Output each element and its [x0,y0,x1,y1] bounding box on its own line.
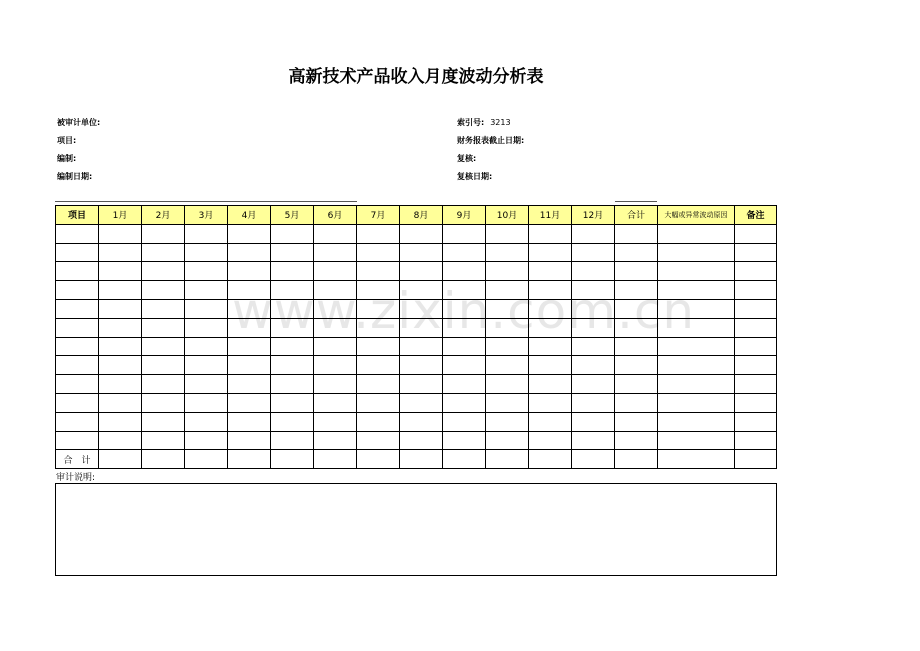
table-cell[interactable] [735,356,777,375]
table-cell[interactable] [735,224,777,243]
table-cell[interactable] [735,431,777,450]
table-cell[interactable] [142,299,185,318]
table-cell[interactable] [185,412,228,431]
table-cell[interactable] [443,393,486,412]
table-cell[interactable] [572,262,615,281]
table-cell[interactable] [529,450,572,469]
header-cell: 5月 [271,206,314,225]
table-cell[interactable] [615,262,658,281]
table-cell[interactable] [185,431,228,450]
table-cell[interactable] [658,243,735,262]
table-cell[interactable] [357,375,400,394]
table-cell[interactable] [658,375,735,394]
table-cell[interactable] [56,356,99,375]
table-cell[interactable] [735,393,777,412]
meta-left-field-1 [57,135,82,146]
table-cell[interactable] [99,450,142,469]
table-cell[interactable] [529,375,572,394]
table-cell[interactable] [735,243,777,262]
header-cell: 7月 [357,206,400,225]
table-cell[interactable] [271,356,314,375]
table-cell[interactable] [615,393,658,412]
table-cell[interactable] [735,337,777,356]
table-cell[interactable] [228,412,271,431]
table-cell[interactable] [99,318,142,337]
table-cell[interactable] [99,337,142,356]
table-cell[interactable] [357,450,400,469]
table-cell[interactable] [185,318,228,337]
table-cell[interactable] [142,375,185,394]
table-cell[interactable] [314,224,357,243]
table-cell[interactable] [443,450,486,469]
meta-right-field-1 [457,135,530,146]
table-cell[interactable] [271,224,314,243]
header-cell: 4月 [228,206,271,225]
table-cell[interactable] [314,393,357,412]
meta-right-field-0 [457,117,511,128]
table-cell[interactable] [735,450,777,469]
table-cell[interactable] [99,375,142,394]
table-row [56,262,777,281]
table-cell[interactable] [228,450,271,469]
table-cell[interactable] [658,262,735,281]
table-cell[interactable] [572,412,615,431]
table-cell[interactable] [56,262,99,281]
table-cell[interactable] [185,281,228,300]
table-cell[interactable] [357,431,400,450]
table-cell[interactable] [529,224,572,243]
table-cell[interactable] [615,224,658,243]
table-cell[interactable] [142,412,185,431]
table-cell[interactable] [615,375,658,394]
table-cell[interactable] [185,224,228,243]
table-cell[interactable] [99,356,142,375]
table-cell[interactable] [357,224,400,243]
table-cell[interactable] [529,243,572,262]
watermark: www.zixin.com.cn [232,282,696,340]
header-cell: 9月 [443,206,486,225]
table-cell[interactable] [735,318,777,337]
header-cell: 大幅或异常波动原因 [658,206,735,225]
table-cell[interactable] [658,450,735,469]
table-cell[interactable] [400,450,443,469]
table-cell[interactable] [142,281,185,300]
table-cell[interactable] [486,262,529,281]
meta-left-field-2 [57,153,82,164]
table-cell[interactable] [228,243,271,262]
table-cell[interactable] [357,393,400,412]
table-cell[interactable] [443,375,486,394]
table-cell[interactable] [572,243,615,262]
table-cell[interactable] [314,450,357,469]
table-cell[interactable] [486,450,529,469]
table-cell[interactable] [314,431,357,450]
table-cell[interactable] [185,375,228,394]
table-cell[interactable] [658,224,735,243]
table-cell[interactable] [658,431,735,450]
table-cell[interactable] [486,224,529,243]
table-cell[interactable] [185,337,228,356]
table-row [56,243,777,262]
table-cell[interactable] [357,356,400,375]
table-cell[interactable] [735,299,777,318]
table-cell[interactable] [56,318,99,337]
header-cell: 2月 [142,206,185,225]
meta-left-label: 项目: [57,136,77,145]
table-cell[interactable] [615,243,658,262]
table-cell[interactable] [572,356,615,375]
table-cell[interactable] [572,224,615,243]
table-cell[interactable] [572,393,615,412]
header-cell: 备注 [735,206,777,225]
header-cell: 1月 [99,206,142,225]
table-cell[interactable] [142,393,185,412]
table-cell[interactable] [314,356,357,375]
table-cell[interactable] [658,393,735,412]
meta-right-label: 财务报表截止日期: [457,136,525,145]
table-cell[interactable] [56,243,99,262]
table-cell[interactable] [142,356,185,375]
table-row [56,431,777,450]
table-cell[interactable] [56,281,99,300]
table-cell[interactable] [400,224,443,243]
top-rule [55,201,357,202]
table-cell[interactable] [99,243,142,262]
table-cell[interactable] [185,262,228,281]
table-cell[interactable] [400,262,443,281]
table-cell[interactable] [572,375,615,394]
table-cell[interactable] [615,431,658,450]
table-cell[interactable] [99,431,142,450]
table-cell[interactable] [142,450,185,469]
table-cell[interactable] [443,262,486,281]
table-cell[interactable] [735,281,777,300]
table-cell[interactable] [400,393,443,412]
header-cell: 10月 [486,206,529,225]
table-cell[interactable] [486,431,529,450]
meta-right-value: 3213 [490,118,511,127]
table-cell[interactable] [443,243,486,262]
table-cell[interactable] [357,243,400,262]
table-cell[interactable] [99,262,142,281]
total-row [56,450,777,469]
meta-right-label: 索引号: [457,118,485,127]
table-cell[interactable] [56,412,99,431]
table-cell[interactable] [314,243,357,262]
table-cell[interactable] [529,356,572,375]
table-cell[interactable] [529,393,572,412]
table-cell[interactable] [99,299,142,318]
table-row [56,375,777,394]
table-cell[interactable] [400,243,443,262]
meta-left-label: 编制日期: [57,172,93,181]
table-cell[interactable] [185,393,228,412]
table-cell[interactable] [142,431,185,450]
table-cell[interactable] [314,262,357,281]
table-cell[interactable] [443,356,486,375]
table-cell[interactable] [529,431,572,450]
table-cell[interactable] [185,299,228,318]
table-cell[interactable] [228,356,271,375]
table-cell[interactable] [56,337,99,356]
audit-explanation-box[interactable] [55,483,777,576]
table-cell[interactable] [658,412,735,431]
table-cell[interactable] [443,224,486,243]
table-cell[interactable] [271,243,314,262]
table-cell[interactable] [400,356,443,375]
table-cell[interactable] [142,262,185,281]
table-cell[interactable] [615,356,658,375]
table-cell[interactable] [185,356,228,375]
table-cell[interactable] [735,412,777,431]
table-cell[interactable] [99,281,142,300]
table-cell[interactable] [314,412,357,431]
meta-left-label: 编制: [57,154,77,163]
table-cell[interactable] [735,375,777,394]
table-cell[interactable] [529,412,572,431]
table-cell[interactable] [271,450,314,469]
table-cell[interactable] [486,375,529,394]
table-cell[interactable] [228,375,271,394]
table-cell[interactable] [486,393,529,412]
table-cell[interactable] [271,375,314,394]
table-cell[interactable] [400,412,443,431]
table-cell[interactable] [99,393,142,412]
meta-right-label: 复核: [457,154,477,163]
table-row [56,393,777,412]
table-cell[interactable] [99,412,142,431]
table-cell[interactable] [357,262,400,281]
table-cell[interactable] [56,299,99,318]
table-cell[interactable] [615,450,658,469]
table-cell[interactable] [271,393,314,412]
table-cell[interactable] [357,412,400,431]
meta-left-field-3 [57,171,98,182]
table-cell[interactable] [56,393,99,412]
table-cell[interactable] [486,356,529,375]
table-cell[interactable] [615,412,658,431]
table-cell[interactable] [185,243,228,262]
header-cell: 6月 [314,206,357,225]
table-cell[interactable] [529,262,572,281]
table-cell[interactable] [56,224,99,243]
table-cell[interactable] [572,450,615,469]
header-cell: 合计 [615,206,658,225]
header-cell: 12月 [572,206,615,225]
table-cell[interactable] [228,431,271,450]
table-cell[interactable] [400,375,443,394]
table-cell[interactable] [228,262,271,281]
table-cell[interactable] [486,243,529,262]
table-cell[interactable] [228,393,271,412]
table-cell[interactable] [658,356,735,375]
meta-right-label: 复核日期: [457,172,493,181]
meta-right-field-2 [457,153,482,164]
table-cell[interactable] [142,224,185,243]
table-row [56,224,777,243]
table-cell[interactable] [314,375,357,394]
table-cell[interactable] [572,431,615,450]
table-cell[interactable] [486,412,529,431]
header-cell: 8月 [400,206,443,225]
table-cell[interactable] [443,412,486,431]
table-row [56,412,777,431]
total-label: 合 计 [56,450,99,469]
table-cell[interactable] [443,431,486,450]
table-cell[interactable] [271,431,314,450]
table-cell[interactable] [99,224,142,243]
table-row [56,356,777,375]
table-cell[interactable] [142,243,185,262]
table-header-row [56,206,777,225]
top-rule-total [615,201,657,202]
table-cell[interactable] [142,337,185,356]
header-cell: 11月 [529,206,572,225]
table-cell[interactable] [271,262,314,281]
audit-explanation-label: 审计说明: [56,473,96,483]
meta-left-field-0 [57,117,106,128]
header-cell: 项目 [56,206,99,225]
table-cell[interactable] [228,224,271,243]
table-cell[interactable] [142,318,185,337]
header-cell: 3月 [185,206,228,225]
meta-right-field-3 [457,171,498,182]
table-cell[interactable] [400,431,443,450]
table-cell[interactable] [56,431,99,450]
page-title: 高新技术产品收入月度波动分析表 [288,67,544,87]
table-cell[interactable] [735,262,777,281]
table-cell[interactable] [56,375,99,394]
meta-left-label: 被审计单位: [57,118,101,127]
table-cell[interactable] [271,412,314,431]
table-cell[interactable] [185,450,228,469]
